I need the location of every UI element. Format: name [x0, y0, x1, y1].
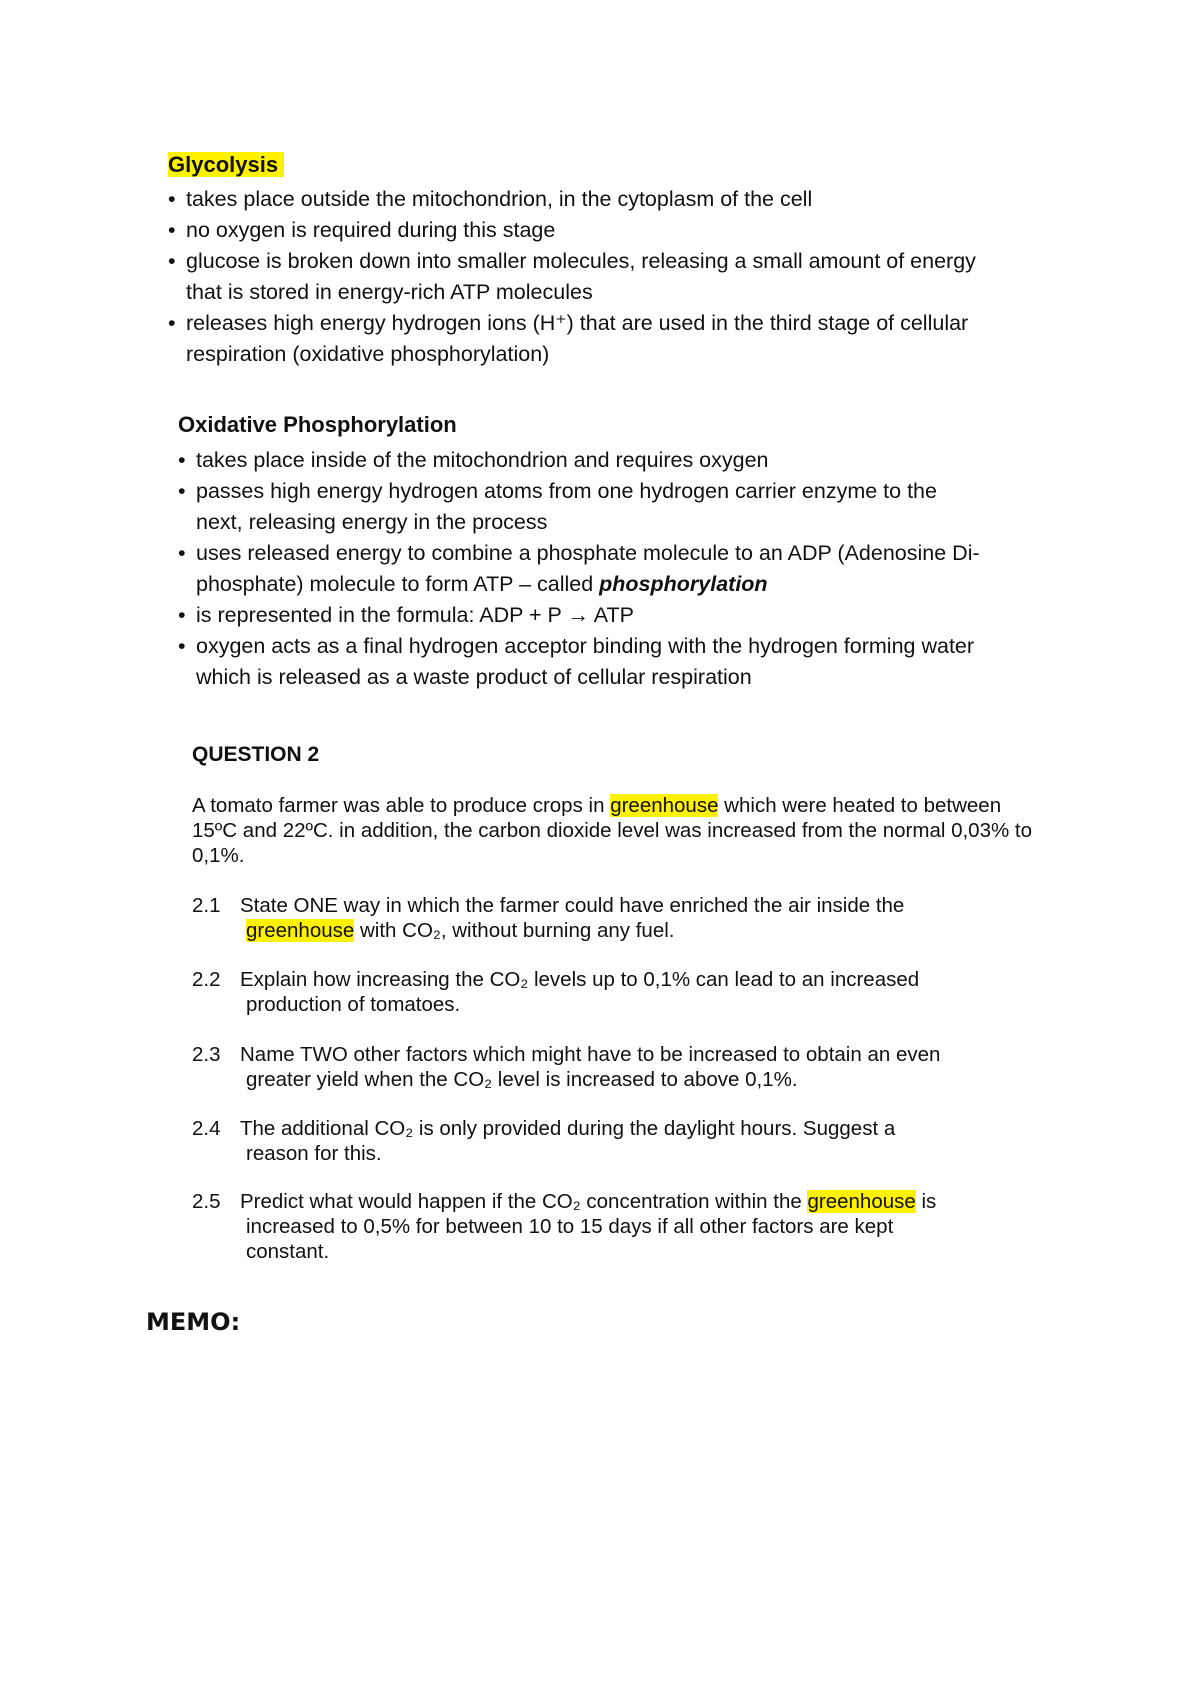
list-item: • passes high energy hydrogen atoms from one hydrogen carrier enzyme to the next, releasing energy in the process	[178, 476, 1058, 538]
oxidative-heading: Oxidative Phosphorylation	[178, 412, 457, 437]
question-number: 2.1	[192, 894, 221, 917]
question-number: 2.4	[192, 1117, 221, 1140]
question-2-1: 2.1 State ONE way in which the farmer could have enriched the air inside the greenhouse with CO₂, without burning any fuel.	[192, 894, 905, 942]
question-number: 2.2	[192, 968, 221, 991]
list-item: • no oxygen is required during this stage	[168, 215, 1068, 246]
bullet-icon: •	[168, 311, 176, 335]
question-number: 2.3	[192, 1043, 221, 1066]
bullet-icon: •	[168, 187, 176, 211]
list-item: • releases high energy hydrogen ions (H⁺) that are used in the third stage of cellular respiration (oxidative phosphorylation)	[168, 308, 1068, 370]
memo-heading: MEMO:	[146, 1308, 241, 1336]
glycolysis-title: Glycolysis	[168, 152, 279, 177]
question-2-2: 2.2 Explain how increasing the CO₂ levels up to 0,1% can lead to an increased production of tomatoes.	[192, 968, 920, 1016]
list-item: • uses released energy to combine a phosphate molecule to an ADP (Adenosine Di- phosphate) molecule to form ATP – called phosphorylation	[178, 538, 1058, 600]
list-item: • takes place outside the mitochondrion, in the cytoplasm of the cell	[168, 184, 1068, 215]
glycolysis-bullet-list	[168, 184, 1068, 370]
highlight-greenhouse: greenhouse	[610, 794, 719, 817]
list-item: • is represented in the formula: ADP + P → ATP	[178, 600, 1058, 631]
question-intro: A tomato farmer was able to produce crops in greenhouse which were heated to between 15ºC and 22ºC. in addition, the carbon dioxide level was increased from the normal 0,03% to 0,1%.	[192, 794, 1033, 867]
bullet-icon: •	[178, 479, 186, 503]
list-item: • oxygen acts as a final hydrogen acceptor binding with the hydrogen forming water which is released as a waste product of cellular respiration	[178, 631, 1058, 693]
bullet-icon: •	[178, 634, 186, 658]
question-heading: QUESTION 2	[192, 743, 320, 766]
list-item: • glucose is broken down into smaller molecules, releasing a small amount of energy that is stored in energy-rich ATP molecules	[168, 246, 1068, 308]
question-2-3: 2.3 Name TWO other factors which might have to be increased to obtain an even greater yield when the CO₂ level is increased to above 0,1%.	[192, 1043, 941, 1091]
question-number: 2.5	[192, 1190, 221, 1213]
highlight-greenhouse: greenhouse	[807, 1190, 916, 1213]
bullet-icon: •	[168, 249, 176, 273]
highlight-greenhouse: greenhouse	[246, 919, 355, 942]
question-2-4: 2.4 The additional CO₂ is only provided during the daylight hours. Suggest a reason for this.	[192, 1117, 896, 1165]
list-item: • takes place inside of the mitochondrion and requires oxygen	[178, 445, 1058, 476]
oxidative-bullet-list	[178, 445, 1058, 693]
phosphorylation-term: phosphorylation	[599, 572, 768, 596]
bullet-icon: •	[178, 541, 186, 565]
question-2-5: 2.5 Predict what would happen if the CO₂ concentration within the greenhouse is increased to 0,5% for between 10 to 15 days if all other factors are kept constant.	[192, 1190, 937, 1263]
bullet-icon: •	[178, 603, 186, 627]
bullet-icon: •	[178, 448, 186, 472]
glycolysis-heading	[168, 152, 284, 178]
bullet-icon: •	[168, 218, 176, 242]
